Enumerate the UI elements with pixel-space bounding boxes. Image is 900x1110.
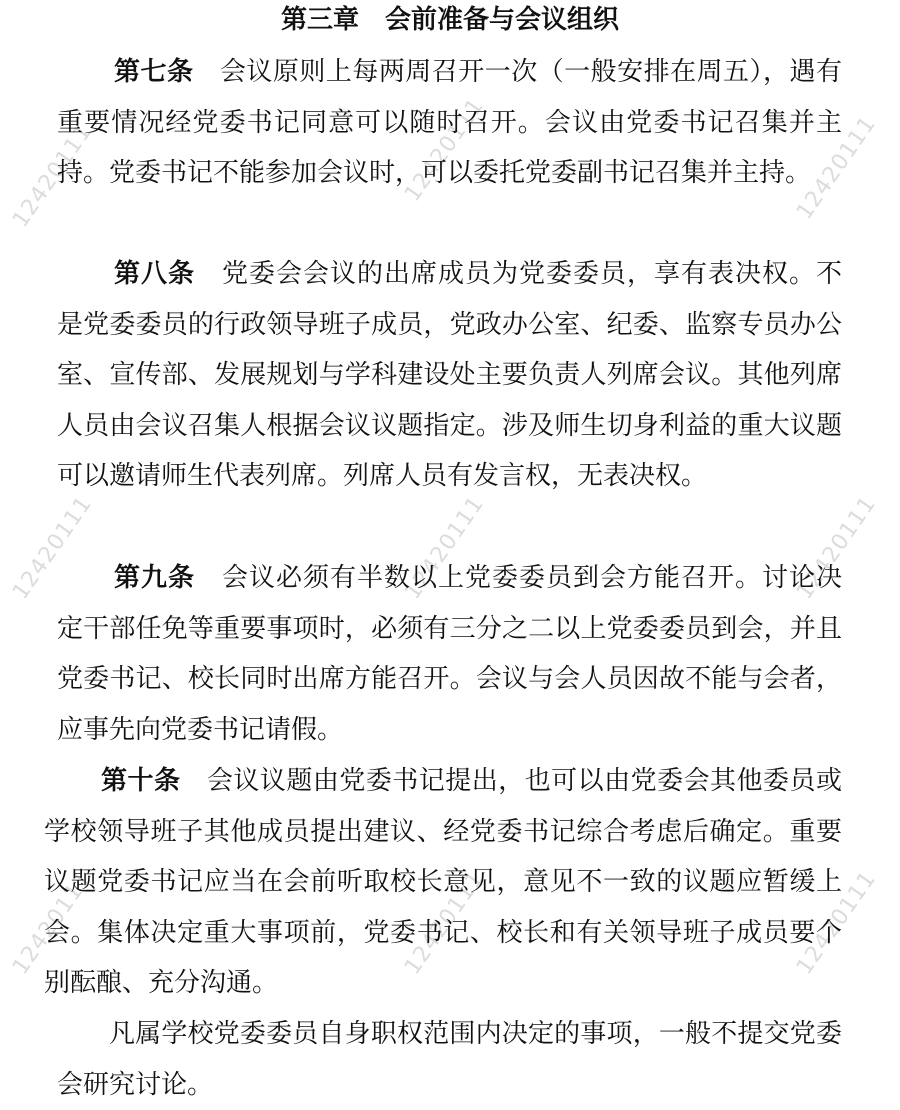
article-9 <box>57 553 842 755</box>
watermark: 12420111 <box>8 119 98 233</box>
article-body: 会议议题由党委书记提出，也可以由党委会其他委员或学校领导班子其他成员提出建议、经党委书记综合考虑后确定。重要议题党委书记应当在会前听取校长意见，意见不一致的议题应暂缓上会。集体决定重大事项前，党委书记、校长和有关领导班子成员要个别酝酿、充分沟通。 <box>44 766 842 999</box>
watermark: 12420111 <box>792 866 882 980</box>
watermark: 12420111 <box>8 866 98 980</box>
article-lead: 第十条 <box>101 766 181 796</box>
watermark: 12420111 <box>400 93 490 207</box>
watermark: 12420111 <box>792 111 882 225</box>
watermark: 12420111 <box>400 491 490 605</box>
chapter-title: 第三章 会前准备与会议组织 <box>280 5 619 35</box>
article-lead: 第七条 <box>114 57 194 87</box>
article-lead: 第九条 <box>114 563 195 593</box>
article-8 <box>57 249 842 502</box>
article-lead: 第八条 <box>114 259 195 289</box>
watermark: 12420111 <box>792 491 882 605</box>
closing-paragraph: 凡属学校党委委员自身职权范围内决定的事项，一般不提交党委会研究讨论。 <box>57 1019 842 1100</box>
watermark: 12420111 <box>8 491 98 605</box>
article-10 <box>44 756 842 1009</box>
article-7 <box>57 47 842 199</box>
article-body: 会议原则上每两周召开一次（一般安排在周五），遇有重要情况经党委书记同意可以随时召开。会议由党委书记召集并主持。党委书记不能参加会议时，可以委托党委副书记召集并主持。 <box>57 57 842 189</box>
watermark: 12420111 <box>400 866 490 980</box>
article-body: 党委会会议的出席成员为党委委员，享有表决权。不是党委委员的行政领导班子成员，党政办公室、纪委、监察专员办公室、宣传部、发展规划与学科建设处主要负责人列席会议。其他列席人员由会议召集人根据会议议题指定。涉及师生切身利益的重大议题可以邀请师生代表列席。列席人员有发言权，无表决权。 <box>57 259 842 492</box>
article-body: 会议必须有半数以上党委委员到会方能召开。讨论决定干部任免等重要事项时，必须有三分之二以上党委委员到会，并且党委书记、校长同时出席方能召开。会议与会人员因故不能与会者，应事先向党委书记请假。 <box>57 563 842 745</box>
